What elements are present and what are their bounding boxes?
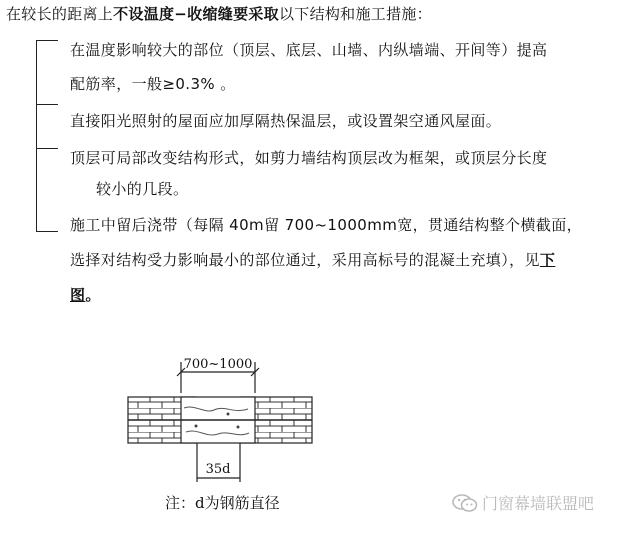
measure-4-line-1: 施工中留后浇带（每隔 40m留 700~1000mm宽，贯通结构整个横截面， — [70, 216, 583, 234]
measure-4-line-2-text: 选择对结构受力影响最小的部位通过，采用高标号的混凝土充填），见 — [70, 251, 540, 269]
figure-link-part-1[interactable]: 下 — [539, 251, 556, 269]
watermark-text: 门窗幕墙联盟吧 — [482, 494, 595, 513]
measure-1-line-2: 配筋率，一般≥0.3% 。 — [70, 75, 236, 93]
measure-2-line-1: 直接阳光照射的屋面应加厚隔热保温层，或设置架空通风屋面。 — [70, 112, 502, 130]
spacing-dimension-label: 35d — [205, 462, 231, 477]
measure-3-line-2: 较小的几段。 — [96, 180, 189, 198]
intro-prefix: 在较长的距离上 — [6, 5, 114, 23]
wechat-icon — [452, 493, 478, 513]
figure-note: 注：d为钢筋直径 — [165, 494, 280, 512]
figure-link-part-2[interactable]: 图 — [70, 286, 86, 304]
watermark — [452, 491, 594, 514]
measure-1-line-1: 在温度影响较大的部位（顶层、底层、山墙、内纵墙端、开间等）提高 — [70, 41, 548, 59]
width-dimension-label: 700~1000 — [183, 357, 253, 372]
measure-3-line-1: 顶层可局部改变结构形式，如剪力墙结构顶层改为框架，或顶层分长度 — [70, 149, 548, 167]
intro-bold: 不设温度−收缩缝要采取 — [113, 5, 279, 23]
measure-4-line-3-end: 。 — [85, 286, 101, 304]
intro-suffix: 以下结构和施工措施： — [278, 5, 432, 23]
